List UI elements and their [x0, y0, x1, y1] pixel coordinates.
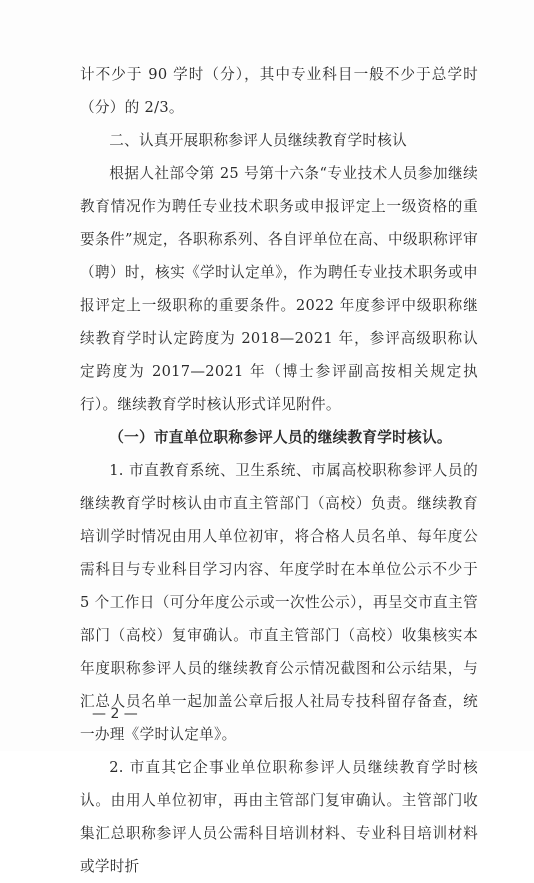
page-number: — 2 —	[92, 706, 138, 722]
paragraph-continuation: 计不少于 90 学时（分），其中专业科目一般不少于总学时（分）的 2/3。	[80, 66, 478, 116]
paragraph-item-1: 1. 市直教育系统、卫生系统、市属高校职称参评人员的继续教育学时核认由市直主管部门（高校）负责。继续教育培训学时情况由用人单位初审，将合格人员名单、每年度公需科目与专业科目学习内容、年度学时在本单位公示不少于 5 个工作日（可分年度公示或一次性公示），再呈交市直主管部门（高校）复审确认。市直主管部门（高校）收集核实本年度职称参评人员的继续教育公示情况截图和公示结果，与汇总人员名单一起加盖公章后报人社局专技科留存备查，统一办理《学时认定单》。	[80, 462, 478, 743]
section-heading-2: 二、认真开展职称参评人员继续教育学时核认	[109, 132, 408, 149]
document-body	[80, 58, 478, 883]
subsection-heading-1: （一）市直单位职称参评人员的继续教育学时核认。	[109, 429, 452, 446]
paragraph-regulation: 根据人社部令第 25 号第十六条“专业技术人员参加继续教育情况作为聘任专业技术职务或申报评定上一级资格的重要条件”规定，各职称系列、各自评单位在高、中级职称评审（聘）时，核实《学时认定单》，作为聘任专业技术职务或申报评定上一级职称的重要条件。2022 年度参评中级职称继续教育学时认定跨度为 2018—2021 年，参评高级职称认定跨度为 2017—2021 年（博士参评副高按相关规定执行）。继续教育学时核认形式详见附件。	[80, 165, 478, 413]
paragraph-item-2: 2. 市直其它企事业单位职称参评人员继续教育学时核认。由用人单位初审，再由主管部门复审确认。主管部门收集汇总职称参评人员公需科目培训材料、专业科目培训材料或学时折	[80, 759, 478, 875]
